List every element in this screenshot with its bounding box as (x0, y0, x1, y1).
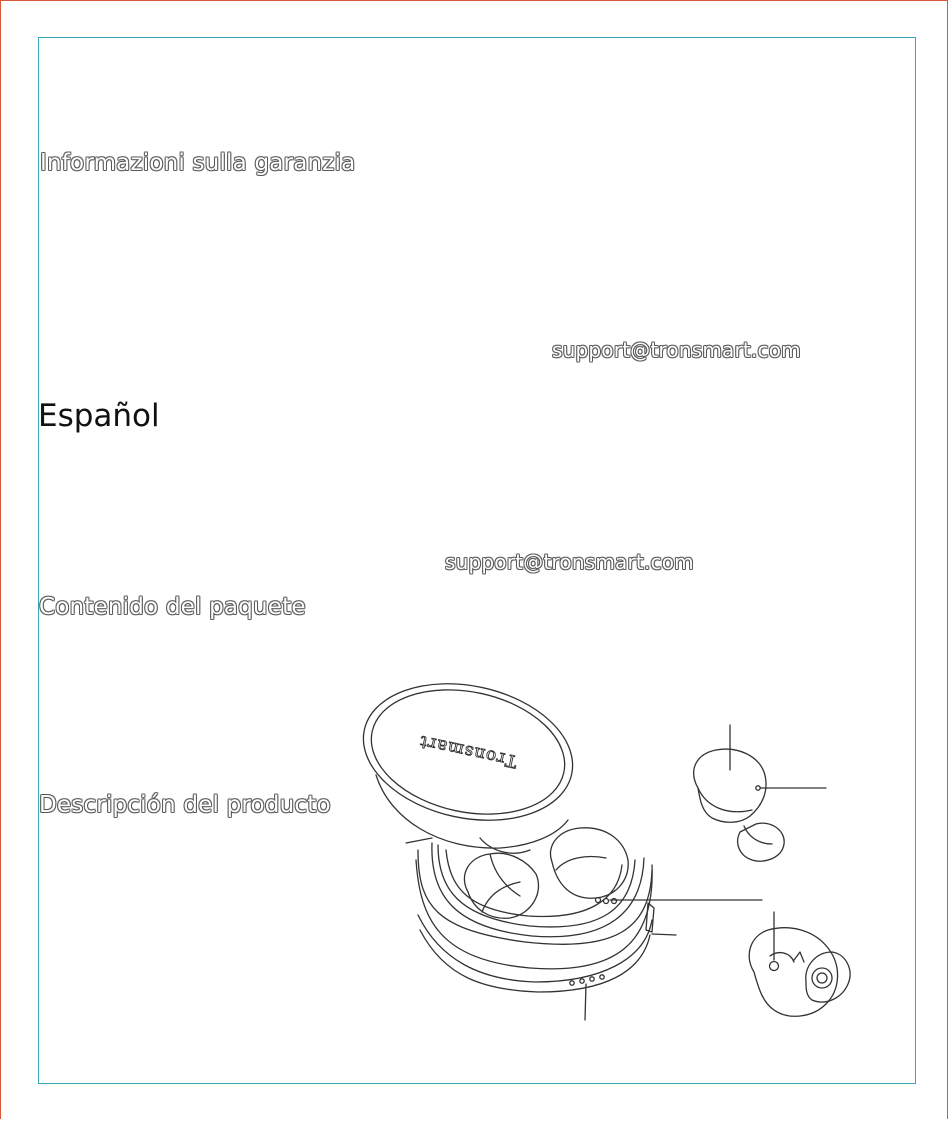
warranty-heading: Informazioni sulla garanzia (40, 150, 356, 176)
product-illustration (360, 660, 880, 1070)
support-email-italian: support@tronsmart.com (552, 338, 801, 362)
case-logo: Tronsmart (417, 730, 519, 772)
earbud-icon (749, 928, 850, 1017)
support-email-spanish: support@tronsmart.com (445, 550, 694, 574)
language-heading-spanish: Español (38, 398, 160, 434)
charging-case-icon (360, 665, 654, 992)
product-description-heading: Descripción del producto (39, 792, 331, 818)
package-contents-heading: Contenido del paquete (39, 594, 306, 620)
earbud-icon (694, 749, 784, 861)
